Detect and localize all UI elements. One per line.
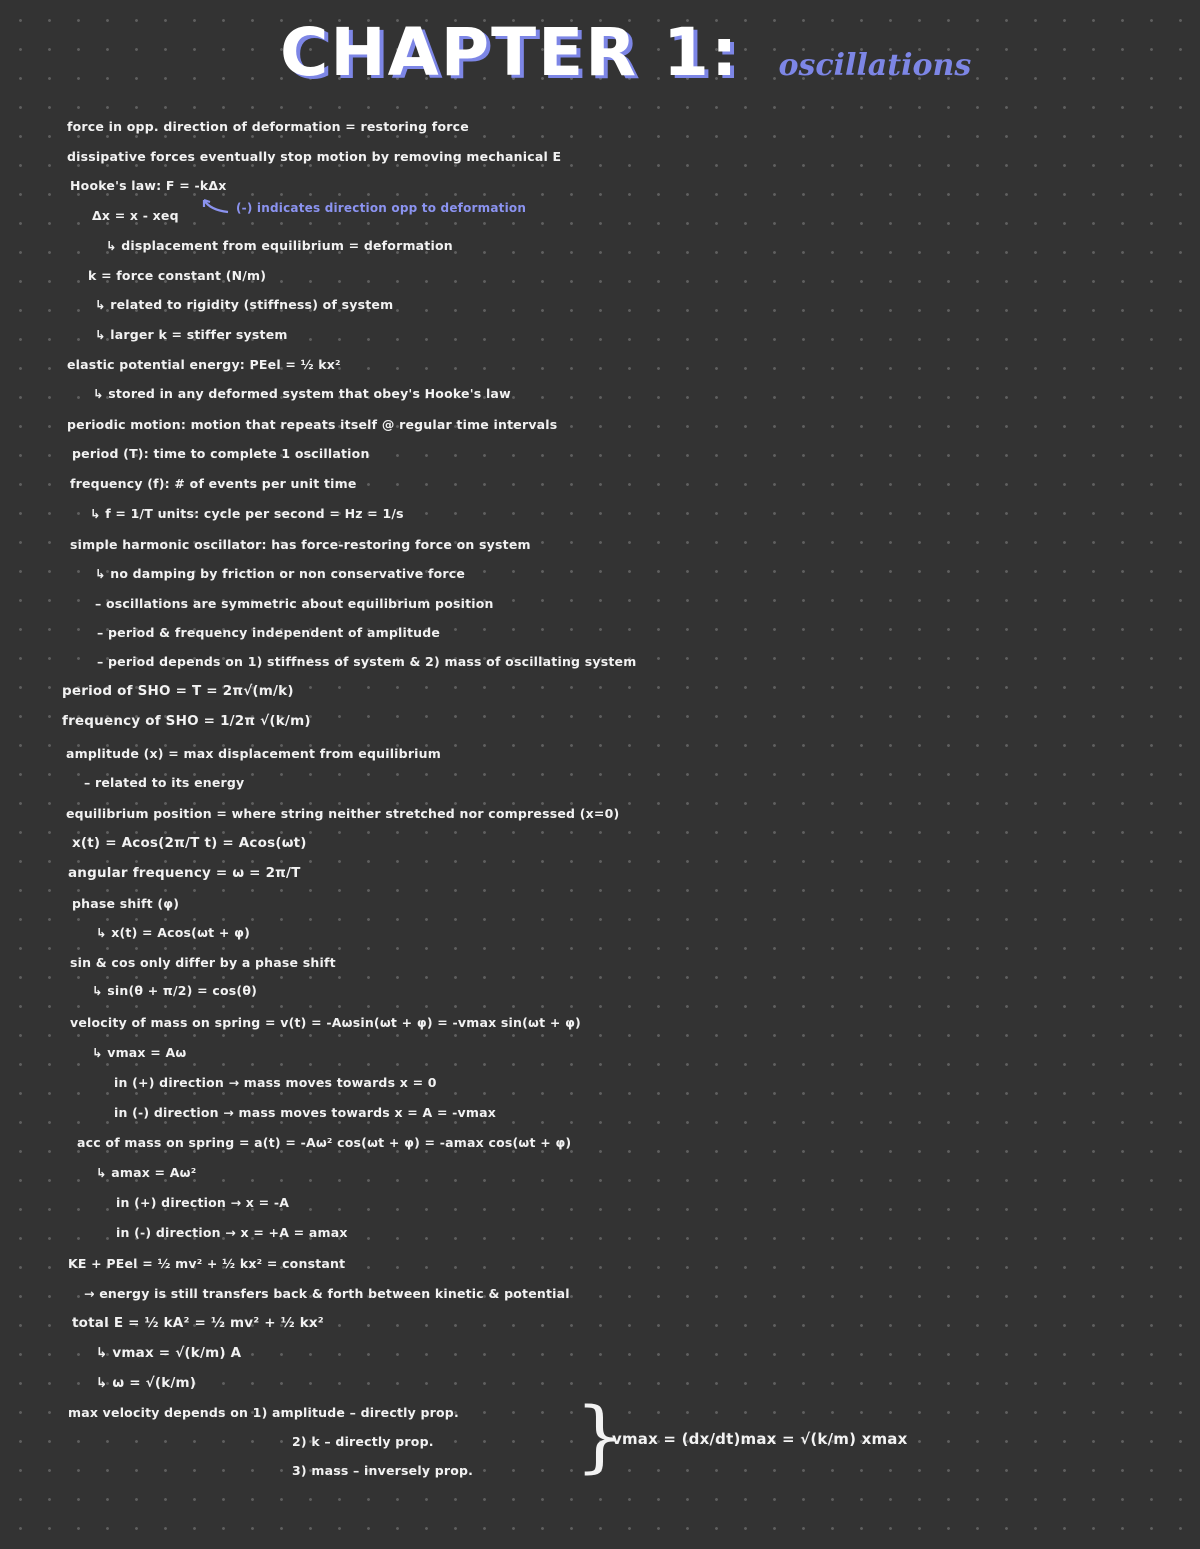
chapter-title: CHAPTER 1: — [280, 14, 740, 91]
note-line: ↳ f = 1/T units: cycle per second = Hz = 1/s — [90, 506, 404, 521]
note-line: angular frequency = ω = 2π/T — [68, 865, 301, 881]
note-line: simple harmonic oscillator: has force-restoring force on system — [70, 537, 531, 552]
note-line: sin & cos only differ by a phase shift — [70, 955, 336, 970]
note-line: period (T): time to complete 1 oscillation — [72, 446, 370, 461]
note-line: 3) mass – inversely prop. — [292, 1463, 474, 1478]
note-line: ↳ vmax = Aω — [92, 1045, 187, 1060]
note-line: in (+) direction → x = -A — [116, 1195, 290, 1210]
note-line: acc of mass on spring = a(t) = -Aω² cos(ωt + φ) = -amax cos(ωt + φ) — [77, 1135, 572, 1150]
note-line: periodic motion: motion that repeats itself @ regular time intervals — [67, 417, 558, 432]
chapter-subtitle: oscillations — [778, 48, 972, 83]
note-line: in (-) direction → x = +A = amax — [116, 1225, 348, 1240]
note-line: ↳ vmax = √(k/m) A — [96, 1345, 242, 1361]
note-line: ↳ displacement from equilibrium = deformation — [106, 238, 453, 253]
note-line: in (-) direction → mass moves towards x = A = -vmax — [114, 1105, 497, 1120]
note-line: ↳ sin(θ + π/2) = cos(θ) — [92, 983, 258, 998]
note-line: ↳ stored in any deformed system that obey's Hooke's law — [93, 386, 511, 401]
note-line: – related to its energy — [84, 775, 245, 790]
note-line: max velocity depends on 1) amplitude – directly prop. — [68, 1405, 459, 1420]
note-line: k = force constant (N/m) — [88, 268, 267, 283]
note-line: amplitude (x) = max displacement from equilibrium — [66, 746, 441, 761]
curved-arrow-icon — [200, 196, 234, 218]
note-line: Δx = x - xeq — [92, 208, 179, 223]
note-line: x(t) = Acos(2π/T t) = Acos(ωt) — [72, 835, 307, 851]
note-line: equilibrium position = where string neither stretched nor compressed (x=0) — [66, 806, 620, 821]
note-line: – oscillations are symmetric about equilibrium position — [95, 596, 494, 611]
note-line: in (+) direction → mass moves towards x = 0 — [114, 1075, 437, 1090]
note-line: ↳ related to rigidity (stiffness) of system — [95, 297, 394, 312]
note-line: phase shift (φ) — [72, 896, 180, 911]
note-line: ↳ larger k = stiffer system — [95, 327, 288, 342]
note-line: elastic potential energy: PEel = ½ kx² — [67, 357, 341, 372]
note-line: → energy is still transfers back & forth between kinetic & potential — [84, 1286, 570, 1301]
note-line: frequency of SHO = 1/2π √(k/m) — [62, 713, 311, 729]
note-line: KE + PEel = ½ mv² + ½ kx² = constant — [68, 1256, 346, 1271]
note-line: period of SHO = T = 2π√(m/k) — [62, 683, 294, 699]
note-line: velocity of mass on spring = v(t) = -Aωsin(ωt + φ) = -vmax sin(ωt + φ) — [70, 1015, 581, 1030]
note-line: total E = ½ kA² = ½ mv² + ½ kx² — [72, 1315, 324, 1331]
chapter-heading — [280, 14, 971, 104]
note-line: dissipative forces eventually stop motion by removing mechanical E — [67, 149, 562, 164]
note-line: Hooke's law: F = -kΔx — [70, 178, 227, 193]
note-line: – period depends on 1) stiffness of system & 2) mass of oscillating system — [97, 654, 637, 669]
note-line: 2) k – directly prop. — [292, 1434, 434, 1449]
note-line: ↳ amax = Aω² — [96, 1165, 197, 1180]
curly-brace-icon: } — [575, 1392, 625, 1482]
note-line: ↳ no damping by friction or non conservative force — [95, 566, 466, 581]
note-line: frequency (f): # of events per unit time — [70, 476, 357, 491]
annotation-note: (-) indicates direction opp to deformation — [236, 201, 527, 215]
note-line: – period & frequency independent of amplitude — [97, 625, 441, 640]
note-line: ↳ ω = √(k/m) — [96, 1375, 197, 1391]
note-line: ↳ x(t) = Acos(ωt + φ) — [96, 925, 250, 940]
max-velocity-formula: vmax = (dx/dt)max = √(k/m) xmax — [612, 1430, 908, 1448]
note-line: force in opp. direction of deformation = restoring force — [67, 119, 469, 134]
